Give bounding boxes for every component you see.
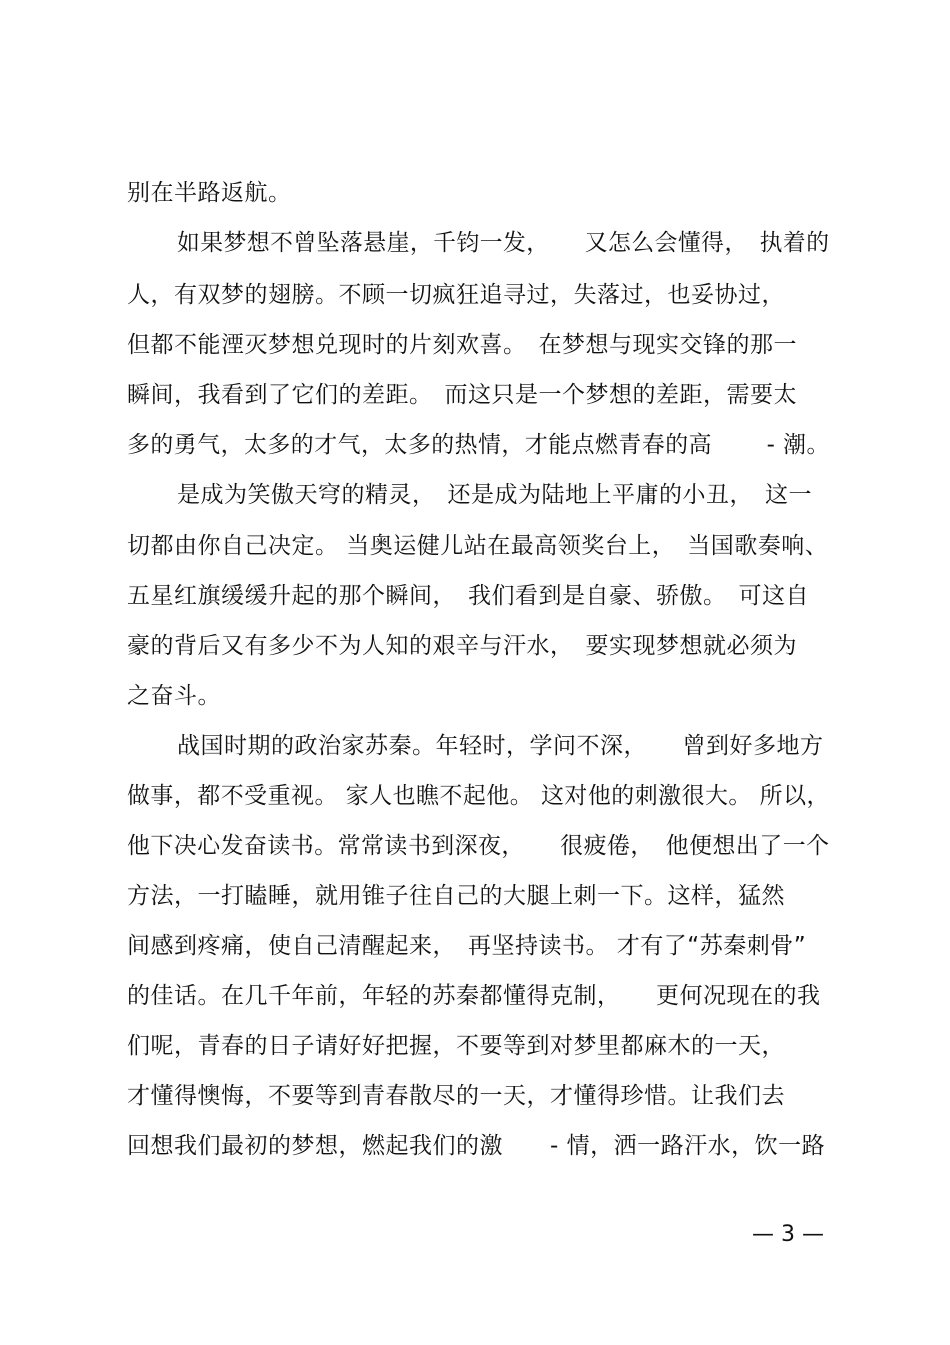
text-line: 是成为笑傲天穹的精灵， 还是成为陆地上平庸的小丑， 这一	[177, 482, 812, 508]
text-line: 人，有双梦的翅膀。不顾一切疯狂追寻过，失落过，也妥协过，	[127, 282, 785, 308]
text-line: 如果梦想不曾坠落悬崖，千钧一发， 又怎么会懂得， 执着的	[177, 230, 830, 256]
text-line: 间感到疼痛，使自己清醒起来， 再坚持读书。 才有了“苏秦刺骨”	[127, 933, 807, 959]
text-line: 切都由你自己决定。 当奥运健儿站在最高领奖台上， 当国歌奏响、	[127, 533, 829, 559]
text-line: 回想我们最初的梦想，燃起我们的激 - 情，洒一路汗水，饮一路	[127, 1133, 826, 1159]
text-line: 瞬间，我看到了它们的差距。 而这只是一个梦想的差距，需要太	[127, 382, 797, 408]
text-line: 但都不能湮灭梦想兑现时的片刻欢喜。 在梦想与现实交锋的那一	[127, 332, 797, 358]
text-line: 五星红旗缓缓升起的那个瞬间， 我们看到是自豪、骄傲。 可这自	[127, 583, 809, 609]
text-line: 才懂得懊悔，不要等到青春散尽的一天，才懂得珍惜。让我们去	[127, 1083, 785, 1109]
text-line: 们呢，青春的日子请好好把握，不要等到对梦里都麻木的一天，	[127, 1033, 785, 1059]
text-line: 战国时期的政治家苏秦。年轻时，学问不深， 曾到好多地方	[177, 733, 824, 759]
text-line: 豪的背后又有多少不为人知的艰辛与汗水， 要实现梦想就必须为	[127, 633, 797, 659]
page-number: — 3 —	[752, 1222, 824, 1247]
text-line: 多的勇气，太多的才气，太多的热情，才能点燃青春的高 - 潮。	[127, 432, 830, 458]
text-line: 他下决心发奋读书。常常读书到深夜， 很疲倦， 他便想出了一个	[127, 833, 830, 859]
text-line: 的佳话。在几千年前，年轻的苏秦都懂得克制， 更何况现在的我	[127, 983, 821, 1009]
text-line: 之奋斗。	[127, 683, 221, 709]
text-line: 方法，一打瞌睡，就用锥子往自己的大腿上刺一下。这样，猛然	[127, 883, 785, 909]
text-line: 做事，都不受重视。 家人也瞧不起他。 这对他的刺激很大。 所以，	[127, 783, 830, 809]
text-line: 别在半路返航。	[127, 180, 292, 206]
